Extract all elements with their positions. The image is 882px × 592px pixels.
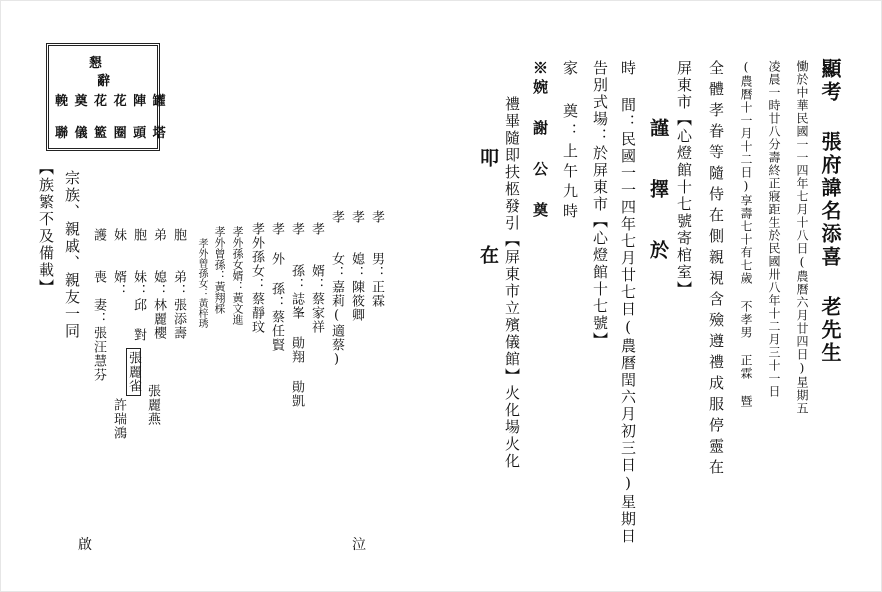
mourner-5: 孝 孫：誌峯 勛翔 勛凱 <box>289 222 304 408</box>
mourner-2: 孝 媳：陳筱卿 <box>349 210 364 322</box>
mourner-10: 孝外曾孫女：黃梓琇 <box>196 238 207 328</box>
stamped-name: 張麗雀 <box>126 348 141 396</box>
mourner-9: 孝外曾孫：黃翔棌 <box>213 226 226 314</box>
relatives-closing: 宗族、親戚、親友一同 <box>63 170 81 340</box>
signature-left: 啟 <box>78 537 92 553</box>
announcement-line-2: 凌晨一時廿八分壽終正寢距生於民國卅八年十二月三十一日 <box>767 60 781 398</box>
mourner-6: 孝 外 孫：蔡任賢 <box>269 222 284 352</box>
announcement-line-4: 全體孝眷等隨侍在側親視含殮遵禮成服停靈在 <box>707 60 725 480</box>
service-time: 時 間：民國一一四年七月廿七日(農曆閏六月初三日)星期日 <box>619 60 637 545</box>
wreath-decline-box <box>46 43 167 151</box>
wreath-line-4: 聯 儀 籃 圈 頭 塔 <box>55 126 167 141</box>
cremation-note: 禮畢隨即扶柩發引【屏東市立殯儀館】火化場火化 <box>503 96 521 470</box>
extra-name-2: 許瑞鴻 <box>111 398 126 440</box>
mourner-3: 孝 女：嘉莉(適蔡) <box>329 210 344 368</box>
decline-notice: ※婉 謝 公 奠 <box>531 60 549 221</box>
wreath-line-1: 懇 <box>89 56 104 71</box>
kou-zai: 叩 在 <box>477 148 499 292</box>
wreath-line-3: 輓 奠 花 花 陣 罐 <box>55 94 167 109</box>
jinze-heading: 謹 擇 於 <box>647 118 669 269</box>
extra-name-1: 張麗燕 <box>145 384 160 426</box>
mourner-15: 護 喪 妻：張汪慧芬 <box>91 228 106 382</box>
mourner-7: 孝外孫女：蔡靜玟 <box>249 222 264 334</box>
announcement-line-5: 屏東市【心燈館十七號寄棺室】 <box>675 60 693 298</box>
mourner-11: 胞 弟：張添壽 <box>171 228 186 340</box>
large-family-note: 【族繁不及備載】 <box>37 160 55 296</box>
mourner-4: 孝 婿：蔡家祥 <box>309 222 324 334</box>
wreath-line-2: 辭 <box>97 74 112 89</box>
mourner-13: 胞 妹：邱 對 <box>131 228 146 342</box>
signature-right: 泣 <box>352 537 366 553</box>
family-rite: 家 奠：上午九時 <box>561 60 579 223</box>
mourner-1: 孝 男：正霖 <box>369 210 384 308</box>
deceased-title: 顯考 張府諱名添喜 老先生 <box>818 58 842 365</box>
mourner-14: 妹 婿： <box>111 228 126 298</box>
announcement-line-3: (農曆十一月十二日)享壽七十有七歲 不孝男 正霖 暨 <box>739 60 753 408</box>
mourner-8: 孝外孫女婿：黃文進 <box>231 226 244 325</box>
mourner-12: 弟 媳：林麗櫻 <box>151 228 166 340</box>
announcement-line-1: 慟於中華民國一一四年七月十八日(農曆六月廿四日)星期五 <box>795 60 809 415</box>
service-venue: 告別式場：於屏東市【心燈館十七號】 <box>591 60 609 349</box>
